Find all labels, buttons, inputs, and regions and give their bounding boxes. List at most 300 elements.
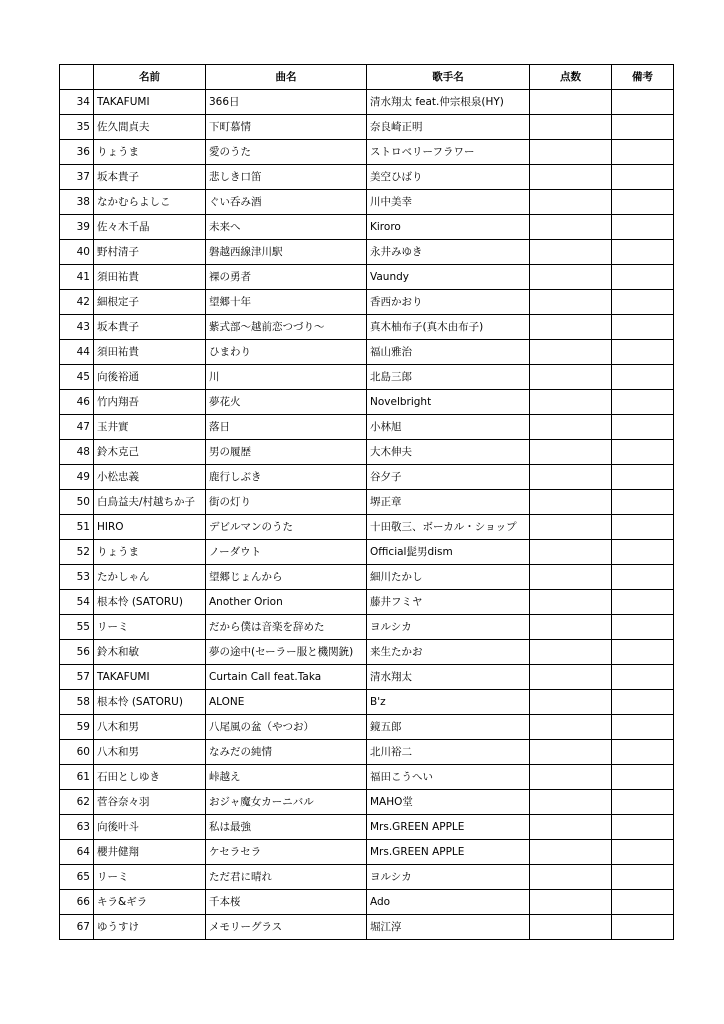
artist-cell-text: 堺正章 bbox=[370, 496, 402, 508]
note-cell bbox=[612, 540, 674, 565]
row-number bbox=[60, 215, 94, 240]
singer-name-cell-text: 小松忠義 bbox=[97, 471, 139, 483]
artist-cell bbox=[367, 440, 530, 465]
singer-name-cell bbox=[94, 665, 206, 690]
artist-cell bbox=[367, 315, 530, 340]
row-number-text: 34 bbox=[76, 96, 90, 108]
singer-name-cell bbox=[94, 565, 206, 590]
row-number bbox=[60, 90, 94, 115]
singer-name-cell-text: 鈴木和敏 bbox=[97, 646, 139, 658]
song-title-cell bbox=[206, 290, 367, 315]
song-title-cell-text: ALONE bbox=[209, 696, 245, 708]
song-title-cell-text: だから僕は音楽を辞めた bbox=[209, 621, 325, 633]
note-cell bbox=[612, 440, 674, 465]
song-title-cell bbox=[206, 190, 367, 215]
song-title-cell-text: 川 bbox=[209, 371, 220, 383]
artist-cell-text: 堀江淳 bbox=[370, 921, 402, 933]
table-row bbox=[60, 365, 674, 390]
singer-name-cell-text: 細根定子 bbox=[97, 296, 139, 308]
artist-cell-text: 細川たかし bbox=[370, 571, 423, 583]
row-number-text: 55 bbox=[76, 621, 90, 633]
singer-name-cell bbox=[94, 265, 206, 290]
singer-name-cell-text: 玉井實 bbox=[97, 421, 129, 433]
singer-name-cell-text: TAKAFUMI bbox=[97, 671, 150, 683]
header-note: 備考 bbox=[612, 65, 674, 90]
song-title-cell-text: ケセラセラ bbox=[209, 846, 262, 858]
singer-name-cell bbox=[94, 290, 206, 315]
score-cell bbox=[530, 240, 612, 265]
table-row bbox=[60, 890, 674, 915]
score-cell bbox=[530, 390, 612, 415]
artist-cell bbox=[367, 690, 530, 715]
artist-cell-text: MAHO堂 bbox=[370, 796, 413, 808]
song-title-cell bbox=[206, 740, 367, 765]
row-number bbox=[60, 415, 94, 440]
singer-name-cell bbox=[94, 240, 206, 265]
row-number bbox=[60, 340, 94, 365]
singer-name-cell bbox=[94, 465, 206, 490]
score-cell bbox=[530, 840, 612, 865]
row-number-text: 61 bbox=[76, 771, 90, 783]
row-number bbox=[60, 165, 94, 190]
song-title-cell-text: 磐越西線津川駅 bbox=[209, 246, 283, 258]
singer-name-cell-text: TAKAFUMI bbox=[97, 96, 150, 108]
song-title-cell-text: ひまわり bbox=[209, 346, 251, 358]
row-number bbox=[60, 690, 94, 715]
singer-name-cell-text: 須田祐貴 bbox=[97, 346, 139, 358]
note-cell bbox=[612, 240, 674, 265]
singer-name-cell-text: 菅谷奈々羽 bbox=[97, 796, 150, 808]
song-title-cell-text: 紫式部～越前恋つづり～ bbox=[209, 321, 325, 333]
singer-name-cell bbox=[94, 165, 206, 190]
song-title-cell-text: 愛のうた bbox=[209, 146, 251, 158]
singer-name-cell bbox=[94, 540, 206, 565]
row-number bbox=[60, 565, 94, 590]
singer-name-cell bbox=[94, 715, 206, 740]
note-cell bbox=[612, 390, 674, 415]
song-title-cell-text: 街の灯り bbox=[209, 496, 251, 508]
table-row bbox=[60, 565, 674, 590]
song-title-cell-text: 望郷じょんから bbox=[209, 571, 283, 583]
song-title-cell bbox=[206, 565, 367, 590]
singer-name-cell-text: 佐久間貞夫 bbox=[97, 121, 150, 133]
score-cell bbox=[530, 340, 612, 365]
row-number-text: 58 bbox=[76, 696, 90, 708]
row-number-text: 51 bbox=[76, 521, 90, 533]
artist-cell bbox=[367, 865, 530, 890]
header-row bbox=[60, 65, 674, 90]
row-number-text: 57 bbox=[76, 671, 90, 683]
table-row bbox=[60, 815, 674, 840]
note-cell bbox=[612, 165, 674, 190]
song-title-cell-text: 私は最強 bbox=[209, 821, 251, 833]
song-title-cell-text: 峠越え bbox=[209, 771, 241, 783]
score-cell bbox=[530, 265, 612, 290]
song-title-cell bbox=[206, 215, 367, 240]
song-title-cell bbox=[206, 590, 367, 615]
row-number bbox=[60, 865, 94, 890]
row-number bbox=[60, 365, 94, 390]
artist-cell-text: 大木伸夫 bbox=[370, 446, 412, 458]
table-row bbox=[60, 240, 674, 265]
song-title-cell-text: Curtain Call feat.Taka bbox=[209, 671, 322, 683]
score-cell bbox=[530, 665, 612, 690]
song-title-cell-text: 裸の勇者 bbox=[209, 271, 251, 283]
table-row bbox=[60, 415, 674, 440]
row-number bbox=[60, 290, 94, 315]
table-row bbox=[60, 540, 674, 565]
artist-cell-text: 真木柚布子(真木由布子) bbox=[370, 321, 484, 333]
note-cell bbox=[612, 190, 674, 215]
table-row bbox=[60, 915, 674, 940]
table-row bbox=[60, 90, 674, 115]
singer-name-cell-text: 佐々木千晶 bbox=[97, 221, 150, 233]
row-number-text: 66 bbox=[76, 896, 90, 908]
artist-cell bbox=[367, 715, 530, 740]
row-number bbox=[60, 390, 94, 415]
artist-cell-text: ストロベリーフラワー bbox=[370, 146, 475, 158]
singer-name-cell-text: 坂本貴子 bbox=[97, 171, 139, 183]
singer-name-cell bbox=[94, 765, 206, 790]
song-title-cell bbox=[206, 540, 367, 565]
row-number-text: 63 bbox=[76, 821, 90, 833]
score-cell bbox=[530, 590, 612, 615]
artist-cell-text: 美空ひばり bbox=[370, 171, 423, 183]
artist-cell bbox=[367, 115, 530, 140]
row-number bbox=[60, 540, 94, 565]
table-row bbox=[60, 465, 674, 490]
artist-cell bbox=[367, 190, 530, 215]
artist-cell-text: 清水翔太 bbox=[370, 671, 412, 683]
singer-name-cell bbox=[94, 515, 206, 540]
row-number-text: 44 bbox=[76, 346, 90, 358]
row-number bbox=[60, 465, 94, 490]
singer-name-cell bbox=[94, 115, 206, 140]
score-cell bbox=[530, 540, 612, 565]
row-number bbox=[60, 790, 94, 815]
singer-name-cell bbox=[94, 365, 206, 390]
song-title-cell-text: デビルマンのうた bbox=[209, 521, 293, 533]
score-cell bbox=[530, 365, 612, 390]
singer-name-cell-text: 根本怜 (SATORU) bbox=[97, 596, 183, 608]
song-title-cell bbox=[206, 440, 367, 465]
singer-name-cell-text: 竹内翔吾 bbox=[97, 396, 139, 408]
singer-name-cell-text: リーミ bbox=[97, 871, 129, 883]
score-cell bbox=[530, 715, 612, 740]
score-cell bbox=[530, 690, 612, 715]
row-number bbox=[60, 915, 94, 940]
note-cell bbox=[612, 215, 674, 240]
singer-name-cell-text: リーミ bbox=[97, 621, 129, 633]
row-number bbox=[60, 115, 94, 140]
artist-cell bbox=[367, 740, 530, 765]
artist-cell-text: 小林旭 bbox=[370, 421, 402, 433]
row-number-text: 60 bbox=[76, 746, 90, 758]
song-title-cell-text: メモリーグラス bbox=[209, 921, 283, 933]
row-number-text: 43 bbox=[76, 321, 90, 333]
song-title-cell bbox=[206, 140, 367, 165]
note-cell bbox=[612, 690, 674, 715]
song-title-cell bbox=[206, 315, 367, 340]
note-cell bbox=[612, 890, 674, 915]
score-cell bbox=[530, 290, 612, 315]
song-title-cell-text: ぐい呑み酒 bbox=[209, 196, 262, 208]
score-cell bbox=[530, 415, 612, 440]
row-number-text: 53 bbox=[76, 571, 90, 583]
score-cell bbox=[530, 465, 612, 490]
row-number-text: 49 bbox=[76, 471, 90, 483]
artist-cell-text: 川中美幸 bbox=[370, 196, 412, 208]
song-title-cell-text: 下町慕情 bbox=[209, 121, 251, 133]
note-cell bbox=[612, 465, 674, 490]
singer-name-cell bbox=[94, 190, 206, 215]
song-title-cell-text: 夢の途中(セーラー服と機関銃) bbox=[209, 646, 354, 658]
artist-cell bbox=[367, 165, 530, 190]
song-title-cell bbox=[206, 90, 367, 115]
note-cell bbox=[612, 115, 674, 140]
artist-cell-text: 谷夕子 bbox=[370, 471, 402, 483]
singer-name-cell bbox=[94, 390, 206, 415]
row-number-text: 38 bbox=[76, 196, 90, 208]
singer-name-cell bbox=[94, 340, 206, 365]
singer-name-cell-text: 鈴木克己 bbox=[97, 446, 139, 458]
singer-name-cell bbox=[94, 140, 206, 165]
song-title-cell-text: 落日 bbox=[209, 421, 230, 433]
singer-name-cell bbox=[94, 915, 206, 940]
song-title-cell-text: 男の履歴 bbox=[209, 446, 251, 458]
artist-cell-text: Official髭男dism bbox=[370, 546, 453, 558]
row-number bbox=[60, 490, 94, 515]
artist-cell-text: B'z bbox=[370, 696, 386, 708]
song-title-cell-text: Another Orion bbox=[209, 596, 283, 608]
score-cell bbox=[530, 215, 612, 240]
singer-name-cell-text: ゆうすけ bbox=[97, 921, 139, 933]
singer-name-cell bbox=[94, 740, 206, 765]
table-row bbox=[60, 665, 674, 690]
artist-cell bbox=[367, 640, 530, 665]
song-title-cell bbox=[206, 690, 367, 715]
row-number bbox=[60, 765, 94, 790]
row-number bbox=[60, 515, 94, 540]
artist-cell bbox=[367, 365, 530, 390]
song-title-cell bbox=[206, 640, 367, 665]
artist-cell-text: ヨルシカ bbox=[370, 621, 412, 633]
score-cell bbox=[530, 790, 612, 815]
song-title-cell bbox=[206, 515, 367, 540]
table-row bbox=[60, 390, 674, 415]
row-number-text: 45 bbox=[76, 371, 90, 383]
song-title-cell-text: 千本桜 bbox=[209, 896, 241, 908]
artist-cell-text: Novelbright bbox=[370, 396, 432, 408]
song-title-cell-text: 夢花火 bbox=[209, 396, 241, 408]
note-cell bbox=[612, 615, 674, 640]
table-row bbox=[60, 165, 674, 190]
row-number-text: 67 bbox=[76, 921, 90, 933]
singer-name-cell bbox=[94, 790, 206, 815]
artist-cell bbox=[367, 840, 530, 865]
score-cell bbox=[530, 865, 612, 890]
row-number-text: 64 bbox=[76, 846, 90, 858]
row-number-text: 48 bbox=[76, 446, 90, 458]
artist-cell bbox=[367, 90, 530, 115]
row-number bbox=[60, 665, 94, 690]
score-cell bbox=[530, 915, 612, 940]
song-title-cell bbox=[206, 665, 367, 690]
artist-cell bbox=[367, 515, 530, 540]
song-title-cell bbox=[206, 390, 367, 415]
table-row bbox=[60, 615, 674, 640]
artist-cell-text: 北島三郎 bbox=[370, 371, 412, 383]
row-number-text: 35 bbox=[76, 121, 90, 133]
row-number-text: 62 bbox=[76, 796, 90, 808]
table-row bbox=[60, 715, 674, 740]
row-number-text: 56 bbox=[76, 646, 90, 658]
artist-cell-text: Mrs.GREEN APPLE bbox=[370, 821, 465, 833]
artist-cell-text: Ado bbox=[370, 896, 391, 908]
row-number-text: 36 bbox=[76, 146, 90, 158]
singer-name-cell-text: 坂本貴子 bbox=[97, 321, 139, 333]
song-title-cell-text: 望郷十年 bbox=[209, 296, 251, 308]
note-cell bbox=[612, 340, 674, 365]
note-cell bbox=[612, 515, 674, 540]
score-cell bbox=[530, 315, 612, 340]
artist-cell-text: Mrs.GREEN APPLE bbox=[370, 846, 465, 858]
table-row bbox=[60, 490, 674, 515]
song-title-cell-text: おジャ魔女カーニバル bbox=[209, 796, 314, 808]
singer-name-cell-text: HIRO bbox=[97, 521, 124, 533]
note-cell bbox=[612, 865, 674, 890]
song-title-cell-text: 八尾風の盆（やつお） bbox=[209, 721, 314, 733]
note-cell bbox=[612, 665, 674, 690]
header-score: 点数 bbox=[530, 65, 612, 90]
table-row bbox=[60, 790, 674, 815]
artist-cell bbox=[367, 415, 530, 440]
artist-cell-text: 福田こうへい bbox=[370, 771, 433, 783]
note-cell bbox=[612, 315, 674, 340]
row-number bbox=[60, 740, 94, 765]
song-title-cell bbox=[206, 790, 367, 815]
score-cell bbox=[530, 640, 612, 665]
song-title-cell bbox=[206, 765, 367, 790]
score-cell bbox=[530, 815, 612, 840]
artist-cell bbox=[367, 240, 530, 265]
header-name: 名前 bbox=[94, 65, 206, 90]
table-row bbox=[60, 290, 674, 315]
singer-name-cell bbox=[94, 490, 206, 515]
singer-name-cell-text: 根本怜 (SATORU) bbox=[97, 696, 183, 708]
song-title-cell bbox=[206, 915, 367, 940]
row-number-text: 54 bbox=[76, 596, 90, 608]
song-title-cell-text: ノーダウト bbox=[209, 546, 262, 558]
row-number bbox=[60, 140, 94, 165]
note-cell bbox=[612, 815, 674, 840]
score-cell bbox=[530, 740, 612, 765]
row-number bbox=[60, 815, 94, 840]
row-number bbox=[60, 590, 94, 615]
table-row bbox=[60, 690, 674, 715]
song-title-cell bbox=[206, 615, 367, 640]
artist-cell bbox=[367, 340, 530, 365]
score-cell bbox=[530, 615, 612, 640]
song-title-cell-text: なみだの純情 bbox=[209, 746, 272, 758]
table-row bbox=[60, 140, 674, 165]
note-cell bbox=[612, 715, 674, 740]
note-cell bbox=[612, 740, 674, 765]
note-cell bbox=[612, 590, 674, 615]
singer-name-cell-text: 向後叶斗 bbox=[97, 821, 139, 833]
table-body bbox=[60, 90, 674, 940]
row-number-text: 65 bbox=[76, 871, 90, 883]
singer-name-cell bbox=[94, 415, 206, 440]
artist-cell bbox=[367, 540, 530, 565]
artist-cell bbox=[367, 915, 530, 940]
artist-cell bbox=[367, 390, 530, 415]
singer-name-cell-text: 八木和男 bbox=[97, 746, 139, 758]
row-number bbox=[60, 840, 94, 865]
singer-name-cell-text: なかむらよしこ bbox=[97, 196, 171, 208]
singer-name-cell bbox=[94, 615, 206, 640]
row-number bbox=[60, 615, 94, 640]
artist-cell bbox=[367, 140, 530, 165]
table-row bbox=[60, 865, 674, 890]
artist-cell bbox=[367, 815, 530, 840]
table-row bbox=[60, 765, 674, 790]
song-title-cell-text: 366日 bbox=[209, 96, 240, 108]
row-number-text: 59 bbox=[76, 721, 90, 733]
singer-name-cell bbox=[94, 590, 206, 615]
singer-name-cell bbox=[94, 865, 206, 890]
score-cell bbox=[530, 515, 612, 540]
artist-cell bbox=[367, 565, 530, 590]
artist-cell bbox=[367, 490, 530, 515]
row-number bbox=[60, 190, 94, 215]
note-cell bbox=[612, 565, 674, 590]
song-title-cell bbox=[206, 840, 367, 865]
note-cell bbox=[612, 490, 674, 515]
row-number-text: 40 bbox=[76, 246, 90, 258]
singer-name-cell-text: 野村清子 bbox=[97, 246, 139, 258]
singer-name-cell-text: 櫻井健翔 bbox=[97, 846, 139, 858]
row-number-text: 37 bbox=[76, 171, 90, 183]
note-cell bbox=[612, 640, 674, 665]
song-title-cell bbox=[206, 490, 367, 515]
table-row bbox=[60, 840, 674, 865]
artist-cell-text: 永井みゆき bbox=[370, 246, 423, 258]
row-number bbox=[60, 640, 94, 665]
row-number-text: 47 bbox=[76, 421, 90, 433]
row-number-text: 41 bbox=[76, 271, 90, 283]
artist-cell bbox=[367, 765, 530, 790]
row-number bbox=[60, 890, 94, 915]
row-number-text: 46 bbox=[76, 396, 90, 408]
header-no bbox=[60, 65, 94, 90]
score-cell bbox=[530, 765, 612, 790]
header-song: 曲名 bbox=[206, 65, 367, 90]
note-cell bbox=[612, 140, 674, 165]
artist-cell bbox=[367, 290, 530, 315]
song-title-cell bbox=[206, 865, 367, 890]
table-row bbox=[60, 640, 674, 665]
note-cell bbox=[612, 365, 674, 390]
singer-name-cell bbox=[94, 215, 206, 240]
artist-cell-text: 十田敬三、ボーカル・ショップ bbox=[370, 521, 517, 533]
score-cell bbox=[530, 90, 612, 115]
song-title-cell bbox=[206, 165, 367, 190]
table-row bbox=[60, 440, 674, 465]
singer-name-cell-text: キラ&ギラ bbox=[97, 896, 148, 908]
artist-cell-text: 奈良崎正明 bbox=[370, 121, 423, 133]
artist-cell-text: 福山雅治 bbox=[370, 346, 412, 358]
